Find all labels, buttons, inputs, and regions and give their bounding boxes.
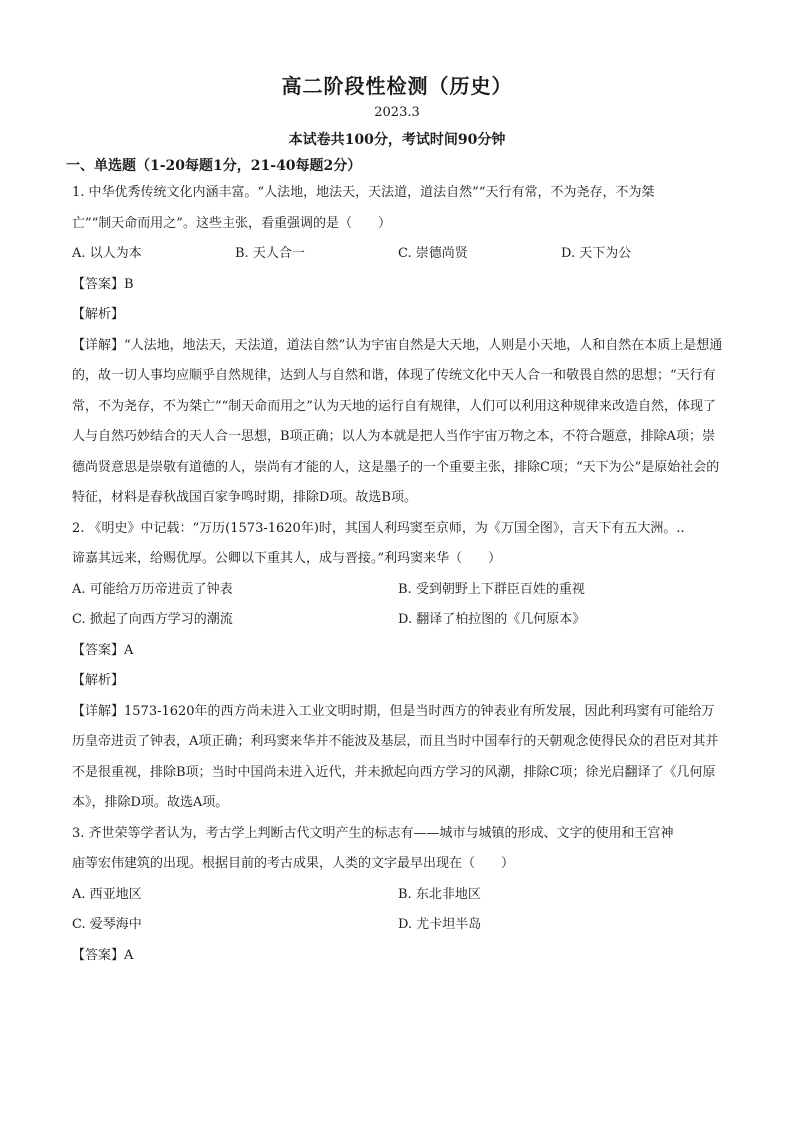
questions-body [72,178,724,971]
q1-stem-line-1: 1. 中华优秀传统文化内涵丰富。“人法地，地法天，天法道，道法自然”“天行有常，不为尧存，不为桀 [72,185,655,200]
q3-options-row-2 [72,910,724,941]
q1-detail: 【详解】“人法地，地法天，天法道，道法自然”认为宇宙自然是大天地，人则是小天地，人和自然在本质上是想通的，故一切人事均应顺乎自然规律，达到人与自然和谐，体现了传统文化中天人合一和敬畏自然的思想；“天行有常，不为尧存，不为桀亡”“制天命而用之”认为天地的运行自有规律，人们可以利用这种规律来改造自然，体现了人与自然巧妙结合的天人合一思想，B项正确；以人为本就是把人当作宇宙万物之本，不符合题意，排除A项；崇德尚贤意思是崇敬有道德的人，崇尚有才能的人，这是墨子的一个重要主张，排除C项；“天下为公”是原始社会的特征，材料是春秋战国百家争鸣时期，排除D项。故选B项。 [72,337,723,505]
q1-analysis-label: 【解析】 [72,307,125,322]
exam-info: 本试卷共100分，考试时间90分钟 [288,132,506,148]
q3-option-d: D. 尤卡坦半岛 [398,917,482,932]
q3-stem-line-1: 3. 齐世荣等学者认为，考古学上判断古代文明产生的标志有——城市与城镇的形成、文字的使用和王宫神 [72,825,674,841]
q3-options-row-1 [72,880,724,911]
q1-answer: 【答案】B [72,276,134,292]
q2-answer: 【答案】A [72,642,134,658]
q1-option-c: C. 崇德尚贤 [398,246,468,261]
page-title: 高二阶段性检测（历史） [281,74,513,98]
q2-options-row-1 [72,575,724,606]
q2-option-c: C. 掀起了向西方学习的潮流 [72,612,233,627]
q3-answer: 【答案】A [72,947,134,963]
q1-options [72,239,724,270]
section-heading: 一、单选题（1-20每题1分，21-40每题2分） [66,158,362,174]
q1-option-a: A. 以人为本 [72,246,142,261]
q2-detail: 【详解】1573-1620年的西方尚未进入工业文明时期，但是当时西方的钟表业有所发展，因此利玛窦有可能给万历皇帝进贡了钟表，A项正确；利玛窦来华并不能波及基层，而且当时中国奉行的天朝观念使得民众的君臣对其并不是很重视，排除B项；当时中国尚未进入近代，并未掀起向西方学习的风潮，排除C项；徐光启翻译了《几何原本》，排除D项。故选A项。 [72,703,719,810]
q1-stem-line-2: 亡”“制天命而用之”。这些主张，看重强调的是（ ） [72,215,391,231]
q1-option-d: D. 天下为公 [561,246,632,261]
q2-option-d: D. 翻译了柏拉图的《几何原本》 [398,612,586,627]
q2-stem-line-2: 谛嘉其远来，给赐优厚。公卿以下重其人，成与晋接。”利玛窦来华（ ） [72,551,502,566]
exam-date: 2023.3 [374,105,420,120]
q2-option-a: A. 可能给万历帝进贡了钟表 [72,581,233,597]
q1-option-b: B. 天人合一 [235,246,305,261]
q3-option-b: B. 东北非地区 [398,886,481,902]
q2-options-row-2 [72,605,724,636]
q3-option-a: A. 西亚地区 [72,886,142,902]
q2-analysis-label: 【解析】 [72,673,125,688]
q3-stem-line-2: 庙等宏伟建筑的出现。根据目前的考古成果，人类的文字最早出现在（ ） [72,856,515,871]
q3-option-c: C. 爱琴海中 [72,917,142,932]
q2-option-b: B. 受到朝野上下群臣百姓的重视 [398,581,585,597]
q2-stem-line-1: 2. 《明史》中记载：“万历(1573-1620年)时，其国人利玛窦至京师，为《万国全图》，言天下有五大洲。.. [72,520,685,536]
